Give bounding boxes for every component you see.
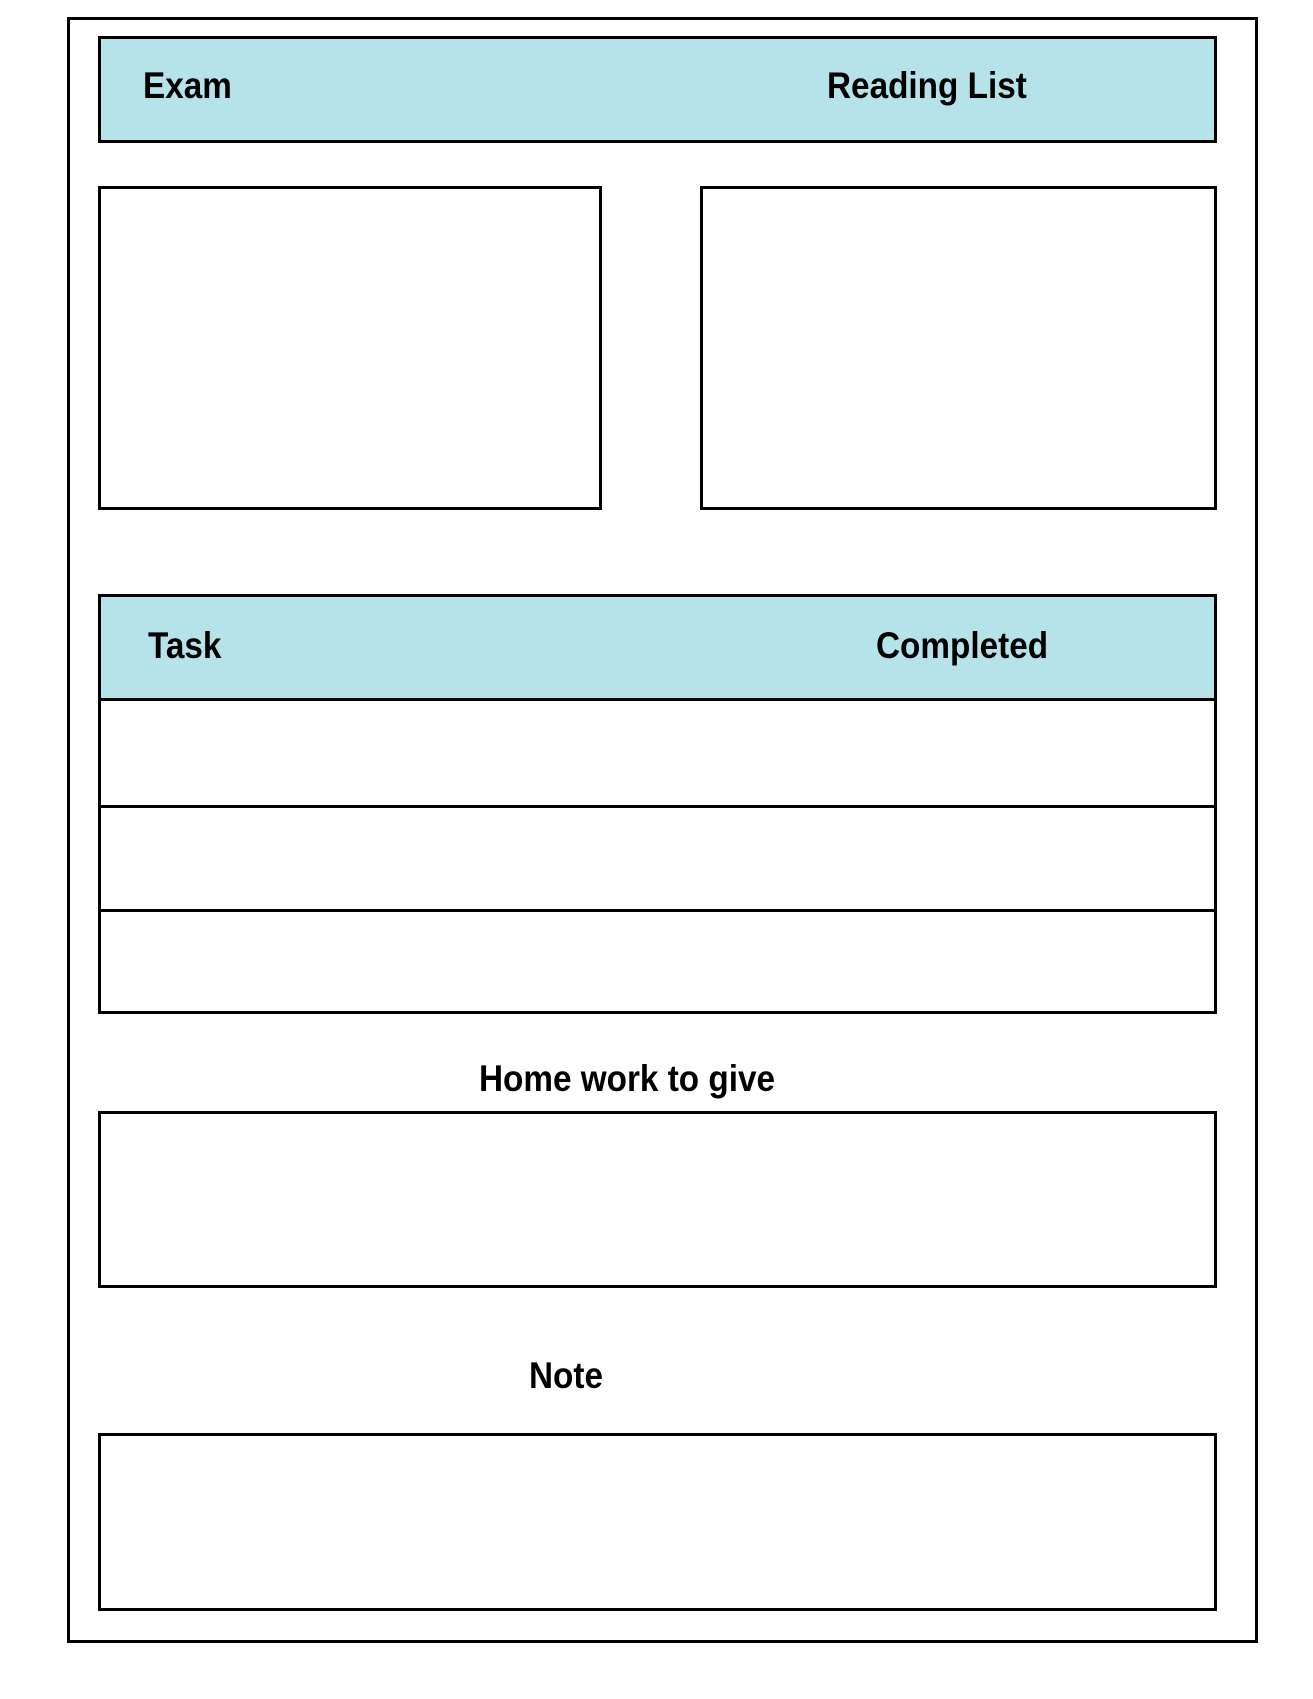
homework-input[interactable] [101,1114,1214,1285]
task-row-3-input[interactable] [101,912,1214,1011]
note-input[interactable] [101,1436,1214,1608]
exam-label: Exam [143,65,232,106]
task-table [98,594,1217,1014]
homework-box[interactable] [98,1111,1217,1288]
table-row[interactable] [101,701,1214,805]
table-row[interactable] [101,808,1214,909]
exam-input[interactable] [101,189,599,507]
reading-list-input[interactable] [703,189,1214,507]
note-title: Note [528,1355,603,1396]
reading-list-label: Reading List [827,65,1027,106]
homework-title: Home work to give [478,1058,776,1099]
completed-column-header: Completed [876,625,1049,666]
task-table-header [98,594,1217,701]
note-box[interactable] [98,1433,1217,1611]
exam-box[interactable] [98,186,602,510]
task-column-header: Task [148,625,222,666]
table-row[interactable] [101,912,1214,1011]
reading-list-box[interactable] [700,186,1217,510]
task-row-2-input[interactable] [101,808,1214,909]
task-row-1-input[interactable] [101,701,1214,805]
exam-reading-header [98,36,1217,143]
